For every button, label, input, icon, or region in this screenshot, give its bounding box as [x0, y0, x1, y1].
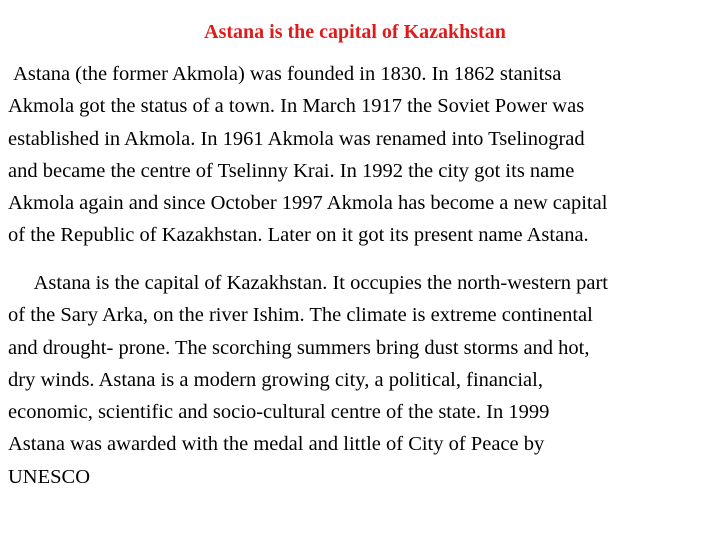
paragraph-line: Akmola got the status of a town. In March 1917 the Soviet Power was: [8, 95, 585, 118]
paragraph-line: and became the centre of Tselinny Krai. In 1992 the city got its name: [8, 159, 575, 182]
paragraph-line: of the Republic of Kazakhstan. Later on it got its present name Astana.: [8, 224, 589, 247]
paragraph-line: of the Sary Arka, on the river Ishim. The climate is extreme continental: [8, 304, 593, 327]
description-paragraph: [8, 267, 714, 493]
paragraph-line: Akmola again and since October 1997 Akmola has become a new capital: [8, 192, 608, 215]
history-paragraph: [8, 58, 714, 252]
paragraph-line: economic, scientific and socio-cultural centre of the state. In 1999: [8, 401, 550, 424]
paragraph-line: dry winds. Astana is a modern growing city, a political, financial,: [8, 368, 543, 391]
paragraph-line: Astana is the capital of Kazakhstan. It occupies the north-western part: [8, 272, 608, 294]
paragraph-line: Astana (the former Akmola) was founded in 1830. In 1862 stanitsa: [8, 63, 562, 85]
paragraph-line: established in Akmola. In 1961 Akmola was renamed into Tselinograd: [8, 127, 585, 150]
slide-title: Astana is the capital of Kazakhstan: [204, 21, 506, 43]
paragraph-line: and drought- prone. The scorching summers bring dust storms and hot,: [8, 336, 590, 359]
paragraph-line: UNESCO: [8, 465, 91, 488]
paragraph-line: Astana was awarded with the medal and little of City of Peace by: [8, 433, 545, 456]
